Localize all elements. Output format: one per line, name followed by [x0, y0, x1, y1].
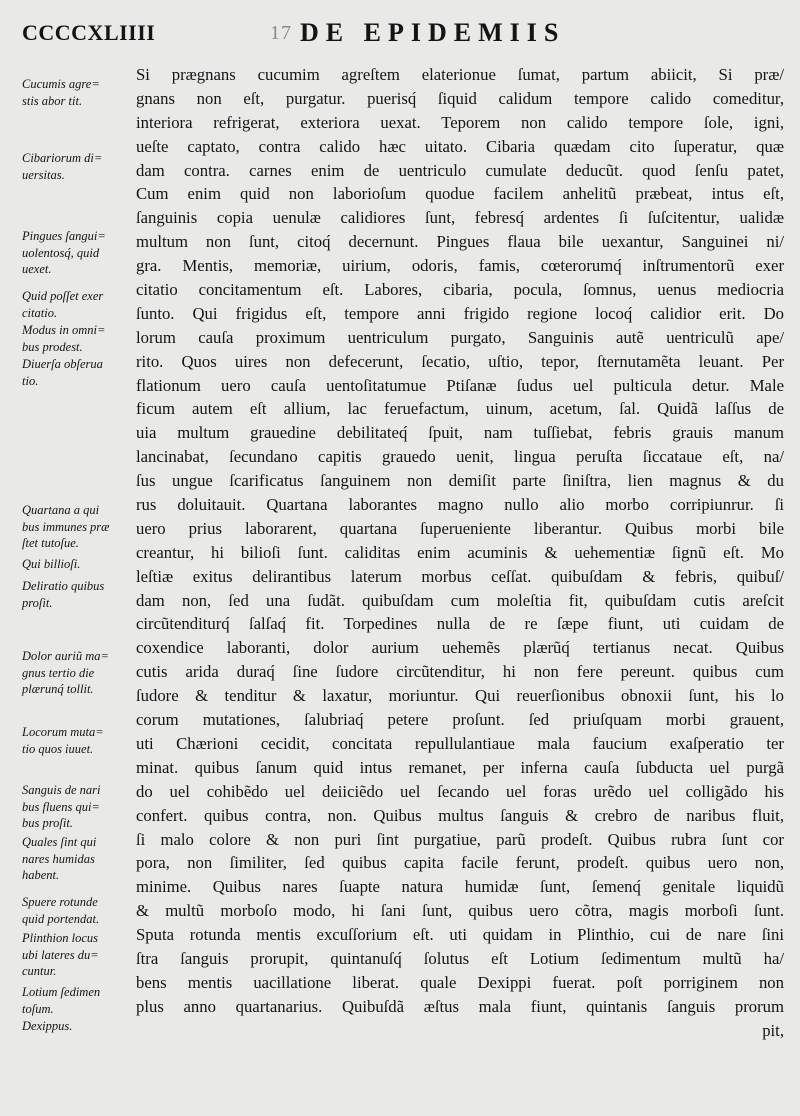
- text-line: dam contra. carnes enim de uentriculo cumulate deducũt. quod ſenſu patet,: [136, 160, 784, 180]
- text-line: citatio concitamentum eſt. Labores, cibaria, pocula, ſomnus, uenus mediocria: [136, 280, 784, 300]
- text-line: pora, non ſimiliter, ſed quibus capita facile ferunt, prodeſt. quibus uero non,: [136, 853, 784, 873]
- text-line: minime. Quibus nares ſuapte natura humidæ ſunt, ſemenq́ genitale liquidũ: [136, 877, 784, 897]
- margin-note: Modus in omni= bus prodest.: [22, 323, 106, 354]
- margin-note: Diuerſa obſerua tio.: [22, 357, 103, 388]
- margin-note: Pingues ſangui= uolentosq́, quid uexet.: [22, 229, 106, 276]
- text-line: rito. Quos uires non defecerunt, ſecatio, uſtio, tepor, ſternutamẽta leuant. Per: [136, 351, 784, 371]
- margin-note: Lotium ſedimen toſum.: [22, 985, 101, 1016]
- text-line: gnans non eſt, purgatur. puerisq́ ſiquid calidum tempore calido comeditur,: [136, 88, 784, 108]
- margin-notes: [22, 0, 126, 1116]
- text-line: leſtiæ exitus delirantibus laterum morbus ceſſat. quibuſdam & febris, quibuſ/: [136, 566, 784, 586]
- margin-note: Spuere rotunde quid portendat.: [22, 895, 100, 926]
- text-line: & multũ morboſo modo, hi ſani ſunt, quibus uero cõtra, magis morboſi ſunt.: [136, 901, 784, 921]
- text-line: ſunto. Qui frigidus eſt, tempore anni frigido regione locoq́ calidior erit. Do: [136, 303, 784, 323]
- margin-note: Cibariorum di= uersitas.: [22, 151, 103, 182]
- text-line: dam non, ſed una ſudãt. quibuſdam cum moleſtia fit, quibuſdam cutis areſcit: [136, 590, 784, 610]
- text-line: corum mutationes, ſalubriaq́ petere proſunt. ſed priuſquam morbi grauent,: [136, 710, 784, 730]
- text-line: lancinabat, ſecundano capitis grauedo uenit, lingua peruſta ſiccataue eſt, na/: [136, 447, 784, 467]
- text-line: ueſte captato, contra calido hæc uitato. Cibaria quædam cito ſuperatur, quæ: [136, 136, 784, 156]
- text-line: gra. Mentis, memoriæ, uirium, odoris, famis, cœterorumq́ inſtrumentorũ exer: [136, 256, 784, 276]
- text-line: ſudore & tenditur & laxatur, moriuntur. Qui reuerſionibus obnoxii ſunt, his lo: [136, 686, 784, 706]
- margin-note: Sanguis de nari bus fluens qui= bus proſit.: [22, 783, 101, 830]
- margin-note: Locorum muta= tio quos iuuet.: [22, 725, 104, 756]
- text-line: ſtra ſanguis prorupit, quintanuſq́ ſolutus eſt Lotium ſedimentum multũ ha/: [136, 948, 784, 968]
- text-line: ficum autem eſt allium, lac feruefactum, uinum, acetum, ſal. Quidã laſſus de: [136, 399, 784, 419]
- text-line: plus anno quartanarius. Quibuſdã æſtus mala fiunt, quintanis ſanguis prorum: [136, 996, 784, 1016]
- text-line: Sputa rotunda mentis excuſſorium eſt. uti quidam in Plinthio, cui de nare ſini: [136, 925, 784, 945]
- text-line: uero prius laborarent, quartana ſuperueniente liberantur. Quibus morbi bile: [136, 518, 784, 538]
- text-line: lorum cauſa proximum uentriculum purgato, Sanguinis autẽ uentriculũ ape/: [136, 327, 784, 347]
- body-text: [136, 63, 784, 1043]
- margin-note: Dolor auriũ ma= gnus tertio die plærunq́ tollit.: [22, 649, 109, 696]
- text-line: flationum uero cauſa uentoſitatumue Ptiſanæ ſudus uel pulticula detur. Male: [136, 375, 784, 395]
- text-line: circũtenditurq́ ſalſaq́ fit. Torpedines nulla de re ſæpe fiunt, uti cuidam de: [136, 614, 784, 634]
- text-line: Cum enim quid non laborioſum quodue facilem anhelitũ præbeat, intus eſt,: [136, 184, 784, 204]
- text-line: uti Chærioni cecidit, concitata repullulantiaue mala faucium exaſperatio ter: [136, 733, 784, 753]
- margin-note: Dexippus.: [22, 1019, 73, 1033]
- folio-number: CCCCXLIIII: [22, 20, 156, 45]
- text-line: ſi malo colore & non puri ſint purgatiue, parũ prodeſt. Quibus rubra ſunt cor: [136, 829, 784, 849]
- text-line: Si prægnans cucumim agreſtem elaterionue ſumat, partum abiicit, Si præ/: [136, 65, 784, 84]
- margin-note: Quid poſſet exer citatio.: [22, 289, 104, 320]
- text-line: minat. quibus ſanum quid intus remanet, per inferna cauſa ſubducta uel purgã: [136, 757, 784, 777]
- text-line: confert. quibus contra, non. Quibus multus ſanguis & crebro de naribus fluit,: [136, 805, 784, 825]
- text-line: ſus ungue ſcarificatus ſanguinem non demiſit parte ſiniſtra, lien magnus & du: [136, 471, 784, 491]
- text-line: rus doluitauit. Quartana laborantes magno nullo alio morbo corripiunrur. ſi: [136, 495, 784, 515]
- margin-note: Deliratio quibus proſit.: [22, 579, 105, 610]
- text-line: do uel cohibẽdo uel deiiciẽdo uel ſecando uel foras urẽdo uel colligãdo his: [136, 781, 784, 801]
- text-line: multum non ſunt, citoq́ decernunt. Pingues flaua bile uexantur, Sanguinei ni/: [136, 232, 784, 252]
- text-line: uia multum grauedine debilitateq́ ſpuit, nam tuſſiebat, febris grauis manum: [136, 423, 784, 443]
- text-line: ſanguinis copia uenulæ calidiores ſunt, febresq́ ardentes ſi ſuſcitentur, ualidæ: [136, 208, 784, 228]
- bleed-through-mark: 17: [270, 22, 292, 44]
- margin-note: Quartana a qui bus immunes præ ſtet tutoſue.: [22, 503, 110, 550]
- running-title: DE EPIDEMIIS: [300, 18, 566, 47]
- margin-note: Quales ſint qui nares humidas habent.: [22, 835, 97, 882]
- text-line: interiora refrigerat, exteriora uexat. Teporem non calido tempore ſole, igni,: [136, 112, 784, 132]
- margin-note: Cucumis agre= stis abor tit.: [22, 77, 100, 108]
- text-line: cutis arida duraq́ ſine ſudore circũtenditur, hi non fere pereunt. quibus cum: [136, 662, 784, 682]
- text-line: coxendice laboranti, dolor aurium uehemẽs plærũq́ tertianus necat. Quibus: [136, 638, 784, 658]
- text-line: pit,: [762, 1020, 784, 1040]
- margin-note: Plinthion locus ubi lateres du= cuntur.: [22, 931, 99, 978]
- margin-note: Qui billioſi.: [22, 557, 81, 571]
- text-line: creantur, hi bilioſi ſunt. caliditas enim acuminis & uehementiæ ſignũ eſt. Mo: [136, 542, 784, 562]
- text-line: bens mentis uacillatione liberat. quale Dexippi fuerat. poſt porriginem non: [136, 972, 784, 992]
